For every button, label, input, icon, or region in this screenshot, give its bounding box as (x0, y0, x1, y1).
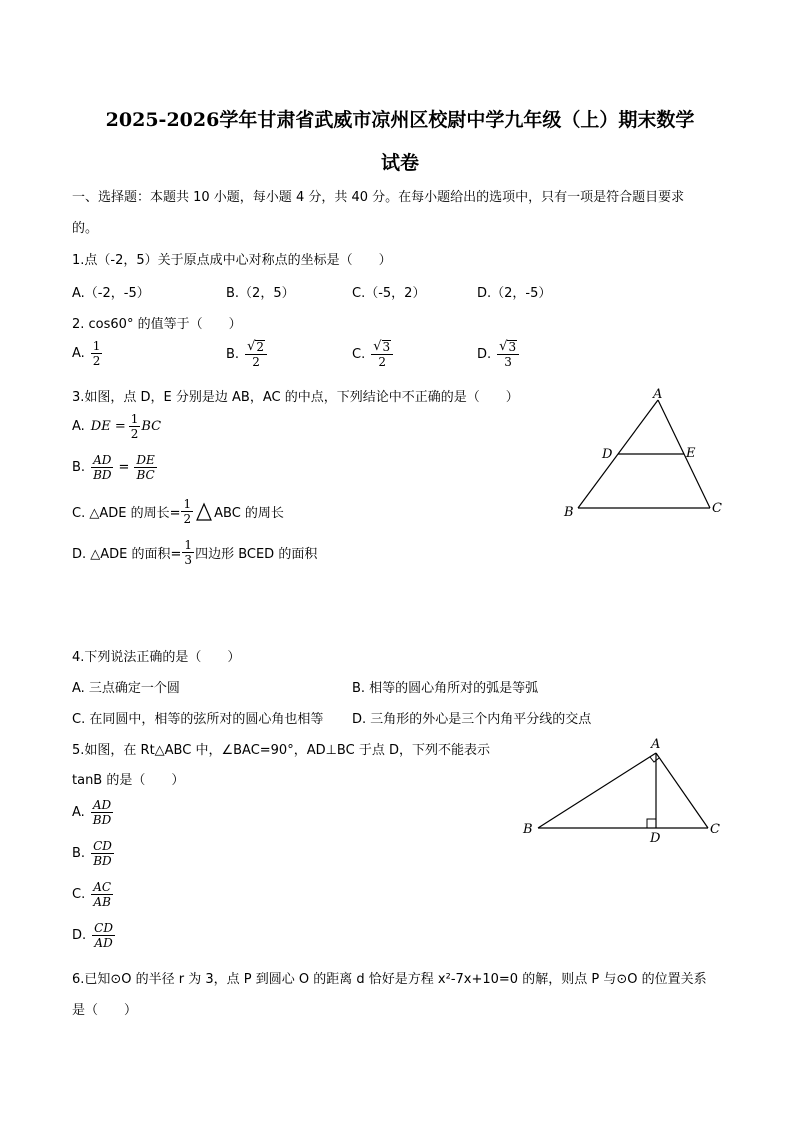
question-6-stem: 6.已知⊙O 的半径 r 为 3，点 P 到圆心 O 的距离 d 恰好是方程 x²-7x+10=0 的解，则点 P 与⊙O 的位置关系 (72, 972, 707, 987)
q5-option-c (72, 880, 114, 909)
label-c: C (710, 822, 720, 837)
q3-d-num: 1 (184, 538, 193, 552)
q3-c-den: 2 (183, 512, 192, 526)
q3-a-num: 1 (130, 412, 139, 426)
q2-c-den: 2 (378, 355, 386, 369)
question-4-stem: 4.下列说法正确的是（ ） (72, 650, 241, 665)
q5-d-label: D. (72, 928, 87, 943)
q3-b-den2: BC (136, 468, 155, 482)
q2-b-den: 2 (252, 355, 260, 369)
side-ac (656, 753, 708, 828)
q3-b-label: B. (72, 460, 86, 475)
q5-option-b (72, 839, 115, 868)
q5-b-fraction (91, 839, 114, 868)
section-header-line2: 的。 (72, 221, 99, 236)
question-1-stem: 1.点（-2，5）关于原点成中心对称点的坐标是（ ） (72, 253, 392, 268)
q3-a-lhs: DE = (90, 419, 126, 434)
q3-b-fraction-1 (91, 453, 113, 482)
q1-option-a: A.（-2，-5） (72, 286, 150, 301)
q2-b-label: B. (226, 346, 240, 362)
q5-b-num: CD (93, 839, 112, 853)
question-3-stem: 3.如图，点 D，E 分别是边 AB，AC 的中点，下列结论中不正确的是（ ） (72, 390, 519, 405)
q3-c-num: 1 (183, 497, 192, 511)
q2-option-b (226, 339, 268, 369)
q2-a-fraction (91, 339, 103, 368)
q3-b-equals: = (118, 460, 130, 475)
side-ab (538, 753, 656, 828)
q3-c-text1: C. △ADE 的周长= (72, 506, 181, 521)
section-header: 一、选择题：本题共 10 小题，每小题 4 分，共 40 分。在每小题给出的选项中，只有一项是符合题目要求 (72, 190, 685, 205)
q2-option-d (477, 339, 520, 369)
q5-option-d (72, 921, 116, 950)
label-a: A (651, 737, 661, 752)
q1-option-c: C.（-5，2） (352, 286, 426, 301)
q2-c-fraction: √ 3 2 (371, 339, 393, 369)
q3-c-text2: ABC 的周长 (214, 506, 284, 521)
page-title: 2025-2026学年甘肃省武威市凉州区校尉中学九年级（上）期末数学 (105, 109, 695, 131)
label-e: E (686, 446, 696, 461)
q2-d-radicand: 3 (508, 340, 517, 354)
q2-d-label: D. (477, 346, 492, 362)
question-5-stem: 5.如图，在 Rt△ABC 中，∠BAC=90°，AD⊥BC 于点 D，下列不能表示 (72, 743, 490, 758)
q3-option-a (72, 412, 161, 441)
q5-b-den: BD (93, 854, 112, 868)
q5-c-fraction (91, 880, 113, 909)
q3-b-fraction-2 (134, 453, 156, 482)
q3-option-b (72, 453, 158, 482)
question-2-stem: 2. cos60° 的值等于（ ） (72, 317, 242, 332)
label-d: D (602, 447, 613, 462)
q3-a-rhs: BC (141, 419, 162, 434)
q5-b-label: B. (72, 846, 86, 861)
q5-c-den: AB (93, 895, 111, 909)
q5-a-num: AD (92, 798, 112, 812)
q5-c-num: AC (93, 880, 112, 894)
label-a: A (653, 387, 663, 402)
q3-a-den: 2 (130, 427, 139, 441)
q3-d-fraction (182, 538, 194, 567)
q4-option-a: A. 三点确定一个圆 (72, 681, 180, 696)
label-b: B (564, 505, 574, 520)
q3-d-text2: 四边形 BCED 的面积 (195, 547, 318, 562)
q1-option-b: B.（2，5） (226, 286, 295, 301)
label-c: C (712, 501, 722, 516)
q3-d-den: 3 (184, 553, 193, 567)
q3-d-text1: D. △ADE 的面积= (72, 547, 182, 562)
q3-b-num2: DE (136, 453, 155, 467)
q3-option-d (72, 538, 317, 567)
q2-b-fraction: √ 2 2 (245, 339, 267, 369)
q3-option-c (72, 497, 284, 526)
q4-option-b: B. 相等的圆心角所对的弧是等弧 (352, 681, 539, 696)
q5-a-label: A. (72, 805, 85, 820)
q2-d-fraction: √ 3 3 (497, 339, 519, 369)
q2-a-den: 2 (92, 354, 101, 368)
q4-option-c: C. 在同圆中，相等的弦所对的圆心角也相等 (72, 712, 324, 727)
right-angle-mark-a (650, 757, 659, 762)
q3-b-num1: AD (93, 453, 112, 467)
q3-a-fraction (129, 412, 141, 441)
q5-d-num: CD (94, 921, 113, 935)
q2-c-radicand: 3 (382, 340, 391, 354)
q5-c-label: C. (72, 887, 86, 902)
page-title-line2: 试卷 (380, 152, 419, 174)
q5-d-den: AD (94, 936, 113, 950)
q5-a-den: BD (92, 813, 112, 827)
label-b: B (523, 822, 533, 837)
question-5-stem-line2: tanB 的是（ ） (72, 773, 185, 788)
q4-option-d: D. 三角形的外心是三个内角平分线的交点 (352, 712, 592, 727)
triangle-icon (196, 502, 212, 522)
q2-a-num: 1 (92, 339, 101, 353)
q5-d-fraction (92, 921, 115, 950)
q3-triangle-figure (560, 384, 730, 524)
q3-c-fraction (181, 497, 193, 526)
q2-option-a (72, 339, 103, 368)
q5-option-a (72, 798, 114, 827)
q2-d-den: 3 (504, 355, 512, 369)
label-d: D (650, 831, 661, 846)
question-6-stem-line2: 是（ ） (72, 1003, 138, 1018)
q2-option-c (352, 339, 394, 369)
q3-b-den1: BD (93, 468, 112, 482)
q5-right-triangle-figure (520, 735, 730, 847)
q1-option-d: D.（2，-5） (477, 286, 552, 301)
q2-b-radicand: 2 (256, 340, 264, 354)
q2-c-label: C. (352, 346, 366, 362)
right-angle-mark-d (647, 819, 656, 828)
q2-a-label: A. (72, 346, 85, 361)
q5-a-fraction (91, 798, 113, 827)
q3-a-label: A. (72, 419, 85, 434)
